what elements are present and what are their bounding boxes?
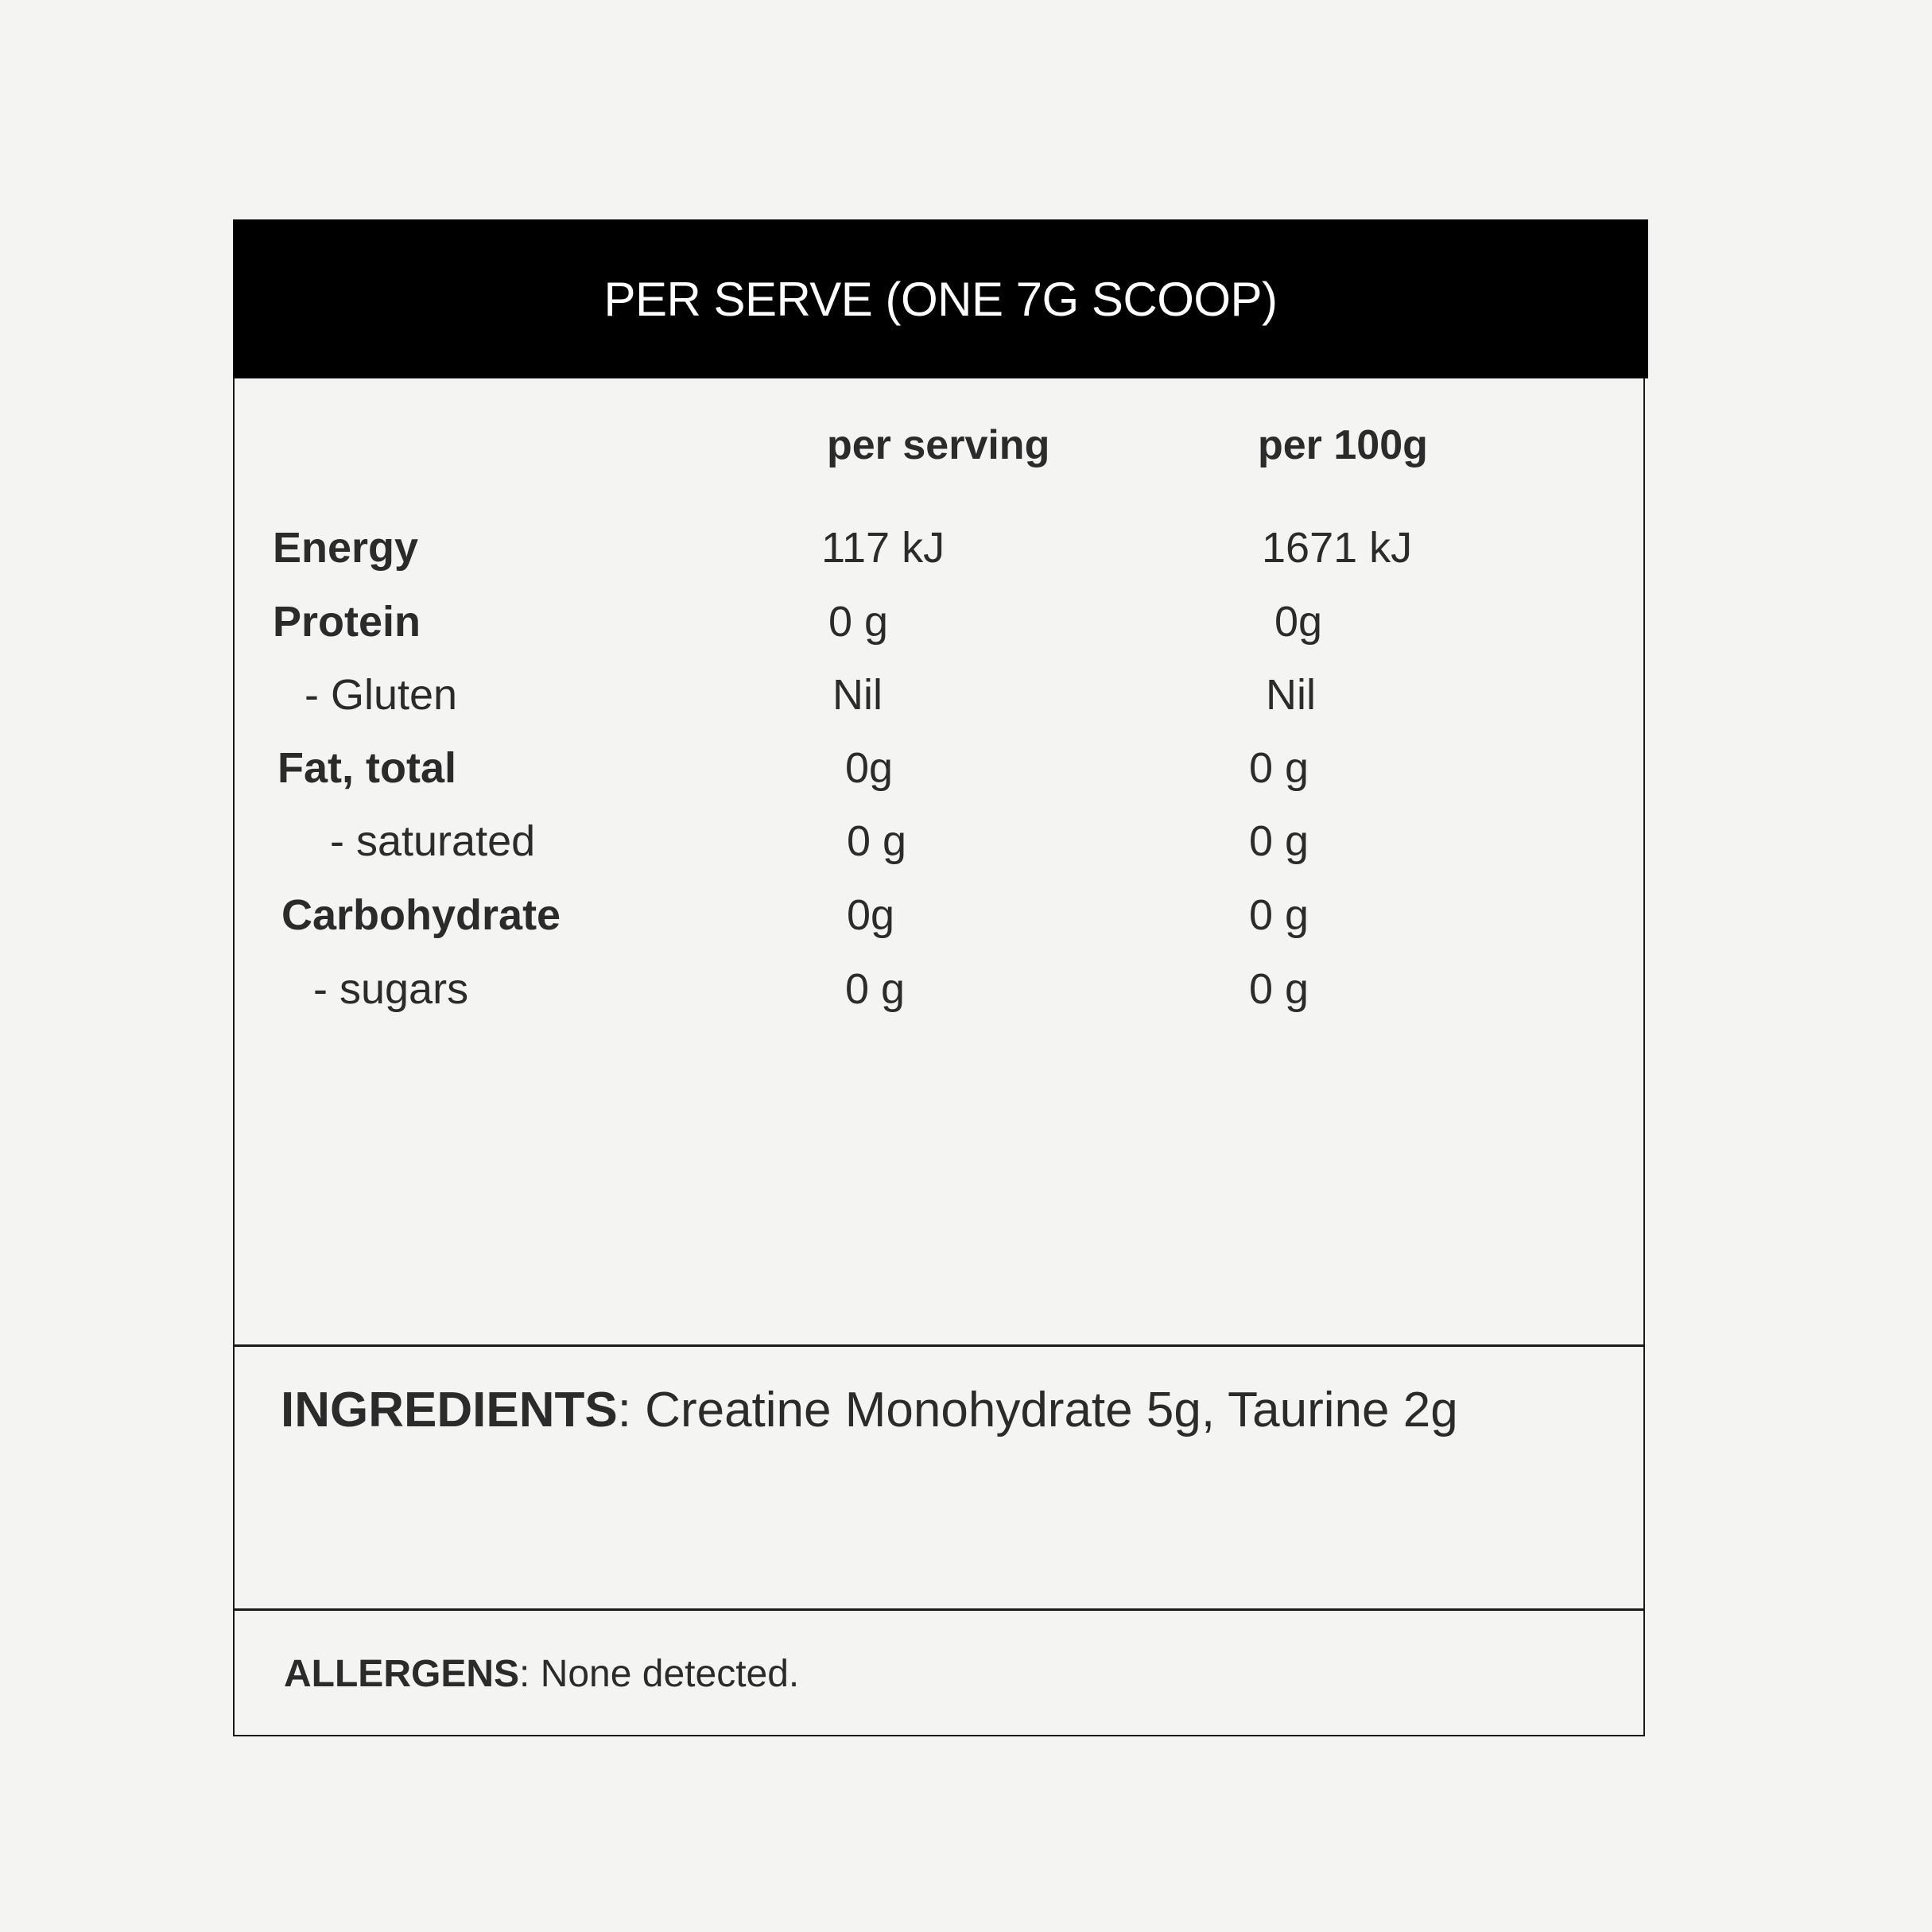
row-value-per100: 0 g	[1249, 817, 1309, 865]
row-value-per100: Nil	[1266, 671, 1316, 719]
row-value-serving: Nil	[832, 671, 883, 719]
row-label: Energy	[273, 524, 419, 572]
divider	[235, 1344, 1643, 1347]
row-value-serving: 0 g	[845, 965, 906, 1013]
table-row	[235, 670, 1643, 734]
row-value-serving: 117 kJ	[821, 524, 945, 572]
panel-header	[233, 219, 1648, 378]
table-row	[235, 817, 1643, 880]
row-value-per100: 0 g	[1249, 965, 1309, 1013]
col-head-per-serving: per serving	[827, 422, 1050, 468]
row-label: - Gluten	[305, 671, 458, 719]
allergens-text: : None detected.	[519, 1653, 800, 1695]
col-head-per-100g: per 100g	[1258, 422, 1428, 468]
row-value-per100: 1671 kJ	[1262, 524, 1413, 572]
ingredients-text: : Creatine Monohydrate 5g, Taurine 2g	[617, 1383, 1458, 1437]
row-value-per100: 0 g	[1249, 891, 1309, 939]
header-title: PER SERVE (ONE 7G SCOOP)	[603, 272, 1278, 326]
table-row	[235, 743, 1643, 807]
row-value-serving: 0 g	[847, 817, 907, 865]
allergens-key: ALLERGENS	[284, 1653, 520, 1695]
table-row	[235, 964, 1643, 1028]
row-value-per100: 0 g	[1249, 744, 1309, 792]
row-label: Protein	[273, 598, 421, 646]
ingredients-line	[281, 1382, 1458, 1438]
table-row	[235, 523, 1643, 587]
row-label: - sugars	[313, 965, 469, 1013]
table-row	[235, 597, 1643, 661]
row-value-serving: 0g	[847, 891, 895, 939]
row-label: Carbohydrate	[281, 891, 561, 939]
ingredients-key: INGREDIENTS	[281, 1383, 618, 1437]
row-label: - saturated	[330, 817, 536, 865]
nutrition-panel	[233, 219, 1645, 1736]
row-value-serving: 0g	[845, 744, 894, 792]
row-label: Fat, total	[277, 744, 456, 792]
row-value-serving: 0 g	[828, 598, 889, 646]
allergens-line	[284, 1652, 799, 1696]
table-row	[235, 890, 1643, 954]
row-value-per100: 0g	[1274, 598, 1323, 646]
divider	[235, 1608, 1643, 1611]
